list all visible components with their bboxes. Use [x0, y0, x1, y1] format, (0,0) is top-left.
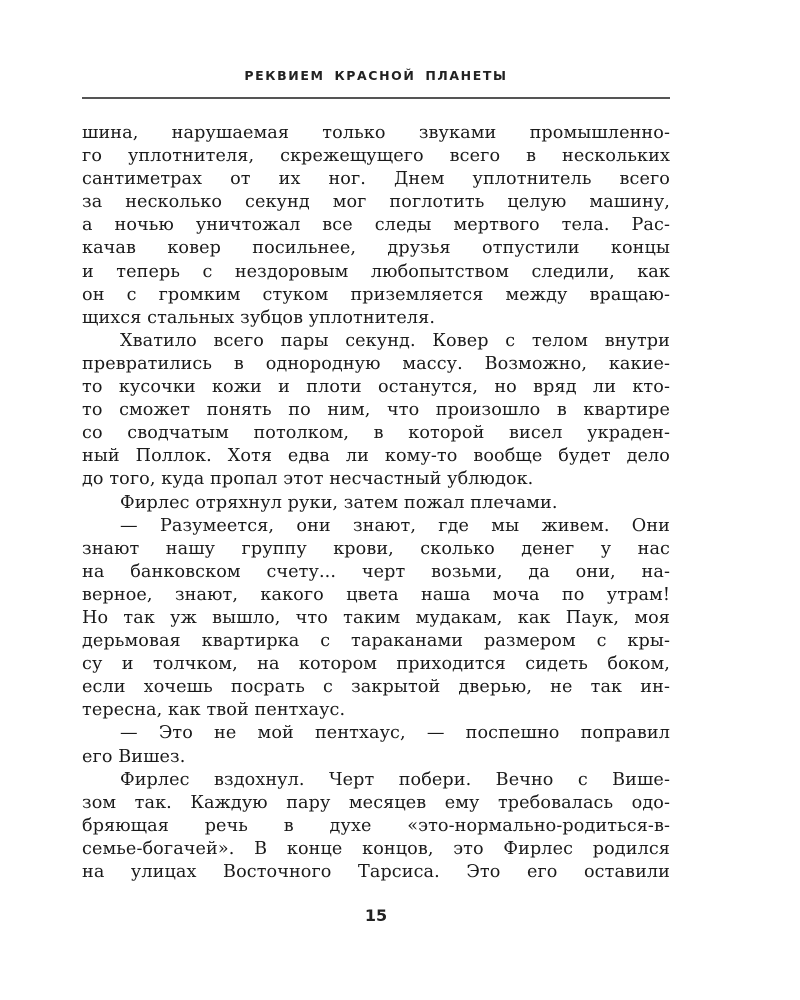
text-line: за несколько секунд мог поглотить целую машину,: [82, 192, 670, 213]
text-line: дерьмовая квартирка с тараканами размером с кры-: [82, 631, 670, 652]
text-line: Хватило всего пары секунд. Ковер с телом внутри: [120, 330, 670, 351]
text-line: — Это не мой пентхаус, — поспешно поправил: [120, 723, 670, 744]
text-line: шина, нарушаемая только звуками промышленно-: [82, 123, 670, 143]
text-line: семье-богачей». В конце концов, это Фирлес родился: [82, 838, 670, 859]
text-line: на улицах Восточного Тарсиса. Это его оставили: [82, 862, 670, 882]
text-line: со сводчатым потолком, в которой висел украден-: [82, 423, 670, 444]
text-line: верное, знают, какого цвета наша моча по утрам!: [82, 584, 670, 605]
text-line: если хочешь посрать с закрытой дверью, не так ин-: [82, 677, 670, 698]
text-line: Фирлес отряхнул руки, затем пожал плечами.: [120, 492, 558, 513]
text-line: и теперь с нездоровым любопытством следили, как: [82, 261, 670, 282]
text-line: то сможет понять по ним, что произошло в квартире: [82, 400, 670, 421]
text-line: ный Поллок. Хотя едва ли кому-то вообще будет дело: [82, 446, 670, 467]
text-line: качав ковер посильнее, друзья отпустили концы: [82, 238, 670, 259]
text-line: превратились в однородную массу. Возможно, какие-: [82, 353, 670, 374]
text-line: — Разумеется, они знают, где мы живем. Они: [120, 515, 670, 536]
text-line: бряющая речь в духе «это-нормально-родиться-в-: [82, 815, 670, 836]
text-line: су и толчком, на котором приходится сидеть боком,: [82, 654, 670, 675]
header-divider: [82, 97, 670, 99]
text-line: сантиметрах от их ног. Днем уплотнитель всего: [82, 169, 670, 190]
text-line: Фирлес вздохнул. Черт побери. Вечно с Више-: [120, 769, 670, 790]
text-line: знают нашу группу крови, сколько денег у нас: [82, 538, 670, 559]
text-line: Но так уж вышло, что таким мудакам, как Паук, моя: [82, 607, 670, 628]
text-line: то кусочки кожи и плоти останутся, но вряд ли кто-: [82, 377, 670, 398]
text-line: до того, куда пропал этот несчастный ублюдок.: [82, 469, 534, 490]
text-line: его Вишез.: [82, 746, 186, 767]
body-text: [82, 122, 670, 884]
text-line: го уплотнителя, скрежещущего всего в нескольких: [82, 146, 670, 167]
text-line: он с громким стуком приземляется между вращаю-: [82, 284, 670, 305]
running-head-title: РЕКВИЕМ КРАСНОЙ ПЛАНЕТЫ: [244, 68, 508, 83]
text-line: а ночью уничтожал все следы мертвого тела. Рас-: [82, 215, 670, 236]
text-line: на банковском счету... черт возьми, да они, на-: [82, 561, 670, 582]
page-number: 15: [364, 906, 388, 925]
text-line: тересна, как твой пентхаус.: [82, 700, 346, 721]
text-line: зом так. Каждую пару месяцев ему требовалась одо-: [82, 792, 670, 813]
text-line: щихся стальных зубцов уплотнителя.: [82, 307, 436, 328]
